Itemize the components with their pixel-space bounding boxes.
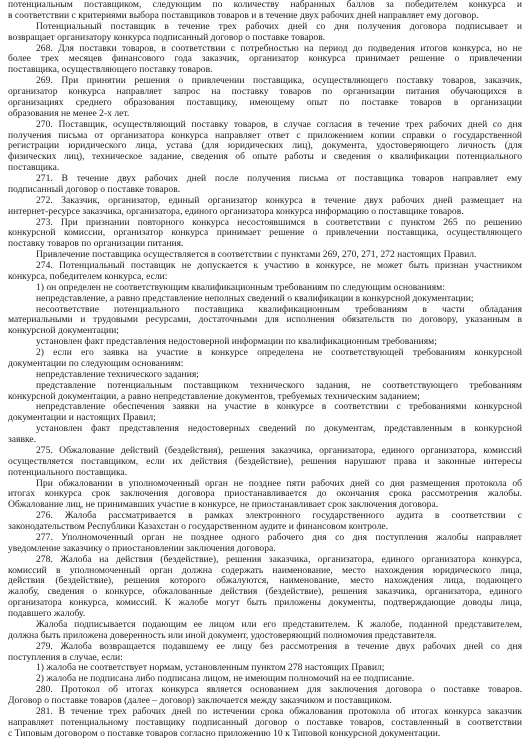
paragraph [8, 381, 522, 403]
paragraph [8, 174, 522, 196]
text-line: 1) жалоба не соответствует нормам, установленным пунктом 278 настоящих Правил; [36, 663, 385, 674]
paragraph [8, 218, 522, 251]
text-line: 2) жалоба не подписана либо подписана лицом, не имеющим полномочий на ее подписание. [36, 674, 415, 685]
text-line: конкурсной документации, а равно непредставление документов, требуемых техническим заданием; [8, 391, 420, 402]
paragraph [8, 261, 522, 283]
paragraph [8, 533, 522, 555]
paragraph [8, 663, 522, 674]
text-line: конкурсной документации; [8, 326, 119, 337]
text-line: физических лиц), техническое задание, сведения об опыте работы и сведения о квалификации потенциального [8, 152, 522, 163]
text-line: законодательством Республики Казахстан о государственном аудите и финансовом контроле. [8, 522, 389, 532]
text-line: более трех месяцев финансового года заказчик, организатор конкурса принимает решение о привлечении [8, 54, 522, 65]
text-line: установлен факт представления недостоверных сведений по документам, представленным в конкурсной [36, 424, 522, 435]
paragraph [8, 294, 522, 305]
paragraph [8, 120, 522, 174]
text-line: с Типовым договором о поставке товаров согласно приложению 10 к Типовой конкурсной документации. [8, 728, 441, 739]
text-line: подписанный договор о поставке товаров. [8, 184, 181, 195]
text-line: поставщика. [8, 163, 60, 174]
text-line: 276. Жалоба рассматривается в рамках электронного государственного аудита в соответствии с [36, 511, 522, 522]
paragraph [8, 446, 522, 479]
text-line: 281. В течение трех рабочих дней по истечении срока обжалования протокола об итогах конкурса заказчик [36, 706, 522, 717]
text-line: поступления в случае, если: [8, 652, 123, 663]
paragraph [8, 685, 522, 707]
paragraph [8, 555, 522, 620]
text-line: направляет потенциальному поставщику подписанный договор о поставке товаров, составленный в соответствии [8, 717, 522, 728]
text-line: организатора конкурса, комиссий. К жалобе могут быть приложены документы, подтверждающие доводы лица, [8, 598, 522, 609]
text-line: Привлечение поставщика осуществляется в соответствии с пунктами 269, 270, 271, 272 настоящих Правил. [36, 250, 477, 261]
text-line: интернет-ресурсе заказчика, организатора, единого организатора конкурса информацию о поставщике товаров. [8, 206, 464, 217]
text-line: организациях среднего образования поставщику, имеющему опыт по поставке товаров в организации [8, 97, 522, 108]
paragraph [8, 337, 522, 348]
text-line: комиссий в уполномоченный орган должна содержать наименование, место нахождения юридического лица, [8, 565, 522, 576]
text-line: непредставление технического задания; [36, 369, 199, 380]
paragraph [8, 348, 522, 370]
text-line: Потенциальный поставщик в течение трех рабочих дней со дня получения договора подписывает и [36, 21, 522, 32]
paragraph [8, 620, 522, 642]
paragraph [8, 283, 522, 294]
text-line: Договор о поставке товаров (далее – договор) заключается между заказчиком и поставщиком. [8, 696, 392, 706]
text-line: При обжаловании в уполномоченный орган не позднее пяти рабочих дней со дня размещения протокола об [36, 478, 522, 489]
paragraph [8, 250, 522, 261]
text-line: непредставление, а равно представление неполных сведений о квалификации в конкурсной документации; [36, 293, 474, 304]
text-line: поставку товаров по организации питания. [8, 239, 184, 250]
text-line: в соответствии с критериями выбора поставщиков товаров и в течение двух рабочих дней направляет ему договор. [8, 10, 479, 21]
text-line: возвращает организатору конкурса подписанный договор о поставке товаров. [8, 32, 326, 43]
text-line: 1) он определен не соответствующим квалификационным требованиям по следующим основаниям: [36, 282, 445, 293]
text-line: 268. Для поставки товаров, в соответствии с потребностью на период до подведения итогов конкурса, но не [36, 43, 522, 54]
text-line: документации и настоящих Правил; [8, 413, 156, 424]
text-line: 278. Жалоба на действия (бездействие), решения заказчика, организатора, единого организатора конкурса, [36, 554, 522, 565]
text-line: образования не менее 2-х лет. [8, 108, 130, 119]
text-line: потенциального поставщика. [8, 467, 128, 478]
text-line: установлен факт представления недостоверной информации по квалификационным требованиям; [36, 337, 437, 348]
text-line: конкурса, победителем конкурса, если: [8, 271, 168, 282]
text-line: жалобу, сведения о конкурсе, обжалованные действия (бездействие), решения заказчика, организатора, единого [8, 587, 522, 598]
text-line: 273. При признании повторного конкурса несостоявшимся в соответствии с пунктом 265 по решению [36, 217, 522, 228]
text-line: подавшего жалобу. [8, 609, 86, 619]
text-line: получения письма от организатора конкурса направляет ответ с приложением копии справки о государственной [8, 130, 522, 141]
text-line: Обжалование лиц, не принимавших участие в конкурсе, не приостанавливает срок заключения договора. [8, 500, 439, 511]
paragraph [8, 707, 522, 740]
text-line: Жалоба подписывается подающим ее лицом или его представителем. К жалобе, поданной представителем, [36, 619, 522, 630]
paragraph [8, 0, 522, 22]
paragraph [8, 479, 522, 512]
text-line: действия (бездействие), решения которого обжалуются, наименование, место нахождения лица, подающего [8, 576, 522, 587]
text-line: 277. Уполномоченный орган не позднее одного рабочего дня со дня поступления жалобы направляет [36, 532, 522, 543]
text-line: поставщика, осуществляющего поставку товаров. [8, 65, 213, 76]
text-line: 2) если его заявка на участие в конкурсе определена не соответствующей требованиям конкурсной [36, 348, 522, 358]
text-line: 280. Протокол об итогах конкурса является основанием для заключения договора о поставке товаров. [36, 685, 522, 696]
paragraph [8, 44, 522, 77]
paragraph [8, 424, 522, 446]
paragraph [8, 402, 522, 424]
paragraph [8, 196, 522, 218]
text-line: 279. Жалоба возвращается подавшему ее лицу без рассмотрения в течение двух рабочих дней со дня [36, 641, 522, 652]
text-line: осуществляется поставщиком, если их действия (бездействие), решения нарушают права и законные интересы [8, 456, 522, 467]
paragraph [8, 370, 522, 381]
text-line: потенциальным поставщиком, следующим по количеству набранных баллов за победителем конкурса и [8, 0, 522, 10]
paragraph [8, 674, 522, 685]
text-line: документации по следующим основаниям: [8, 358, 184, 369]
text-line: несоответствие потенциального поставщика квалификационным требованиям в части обладания [36, 304, 522, 315]
paragraph [8, 642, 522, 664]
text-line: 275. Обжалование действий (бездействия), решения заказчика, организатора, единого организатора, комиссий [36, 445, 522, 456]
text-line: 272. Заказчик, организатор, единый организатор конкурса в течение двух рабочих дней размещает на [36, 195, 522, 206]
paragraph [8, 22, 522, 44]
paragraph [8, 305, 522, 338]
text-line: 274. Потенциальный поставщик не допускается к участию в конкурсе, не может быть признан участником [36, 261, 522, 271]
text-line: 269. При принятии решения о привлечении поставщика, осуществляющего поставку товаров, заказчик, [36, 76, 522, 87]
text-line: 270. Поставщик, осуществляющий поставку товаров, в случае согласия в течение трех рабочих дней со дня [36, 119, 522, 130]
text-line: 271. В течение двух рабочих дней после получения письма от поставщика товаров направляет ему [36, 174, 522, 184]
text-line: представление потенциальным поставщиком технического задания, не соответствующего требованиям [36, 380, 522, 391]
paragraph [8, 511, 522, 533]
text-line: конкурсной комиссии, организатор конкурса принимает решение о привлечении поставщика, осуществляющего [8, 228, 522, 239]
text-line: организатор конкурса направляет запрос на поставку товаров по организации питания обучающихся в [8, 87, 522, 97]
text-line: регистрации юридического лица, устава (для юридических лиц), документа, удостоверяющего личность (для [8, 141, 522, 152]
text-line: итогах конкурса срок заключения договора приостанавливается до окончания срока рассмотрения жалобы. [8, 489, 522, 500]
text-line: уведомление заказчику о приостановлении заключения договора. [8, 543, 276, 554]
text-line: непредставление обеспечения заявки на участие в конкурсе в соответствии с требованиями конкурсной [36, 402, 522, 413]
text-line: должна быть приложена доверенность или иной документ, удостоверяющий полномочия представителя. [8, 630, 437, 641]
paragraph [8, 76, 522, 120]
text-line: заявке. [8, 435, 37, 445]
text-line: материальными и трудовыми ресурсами, достаточными для исполнения обязательств по договору, указанным в [8, 315, 522, 326]
